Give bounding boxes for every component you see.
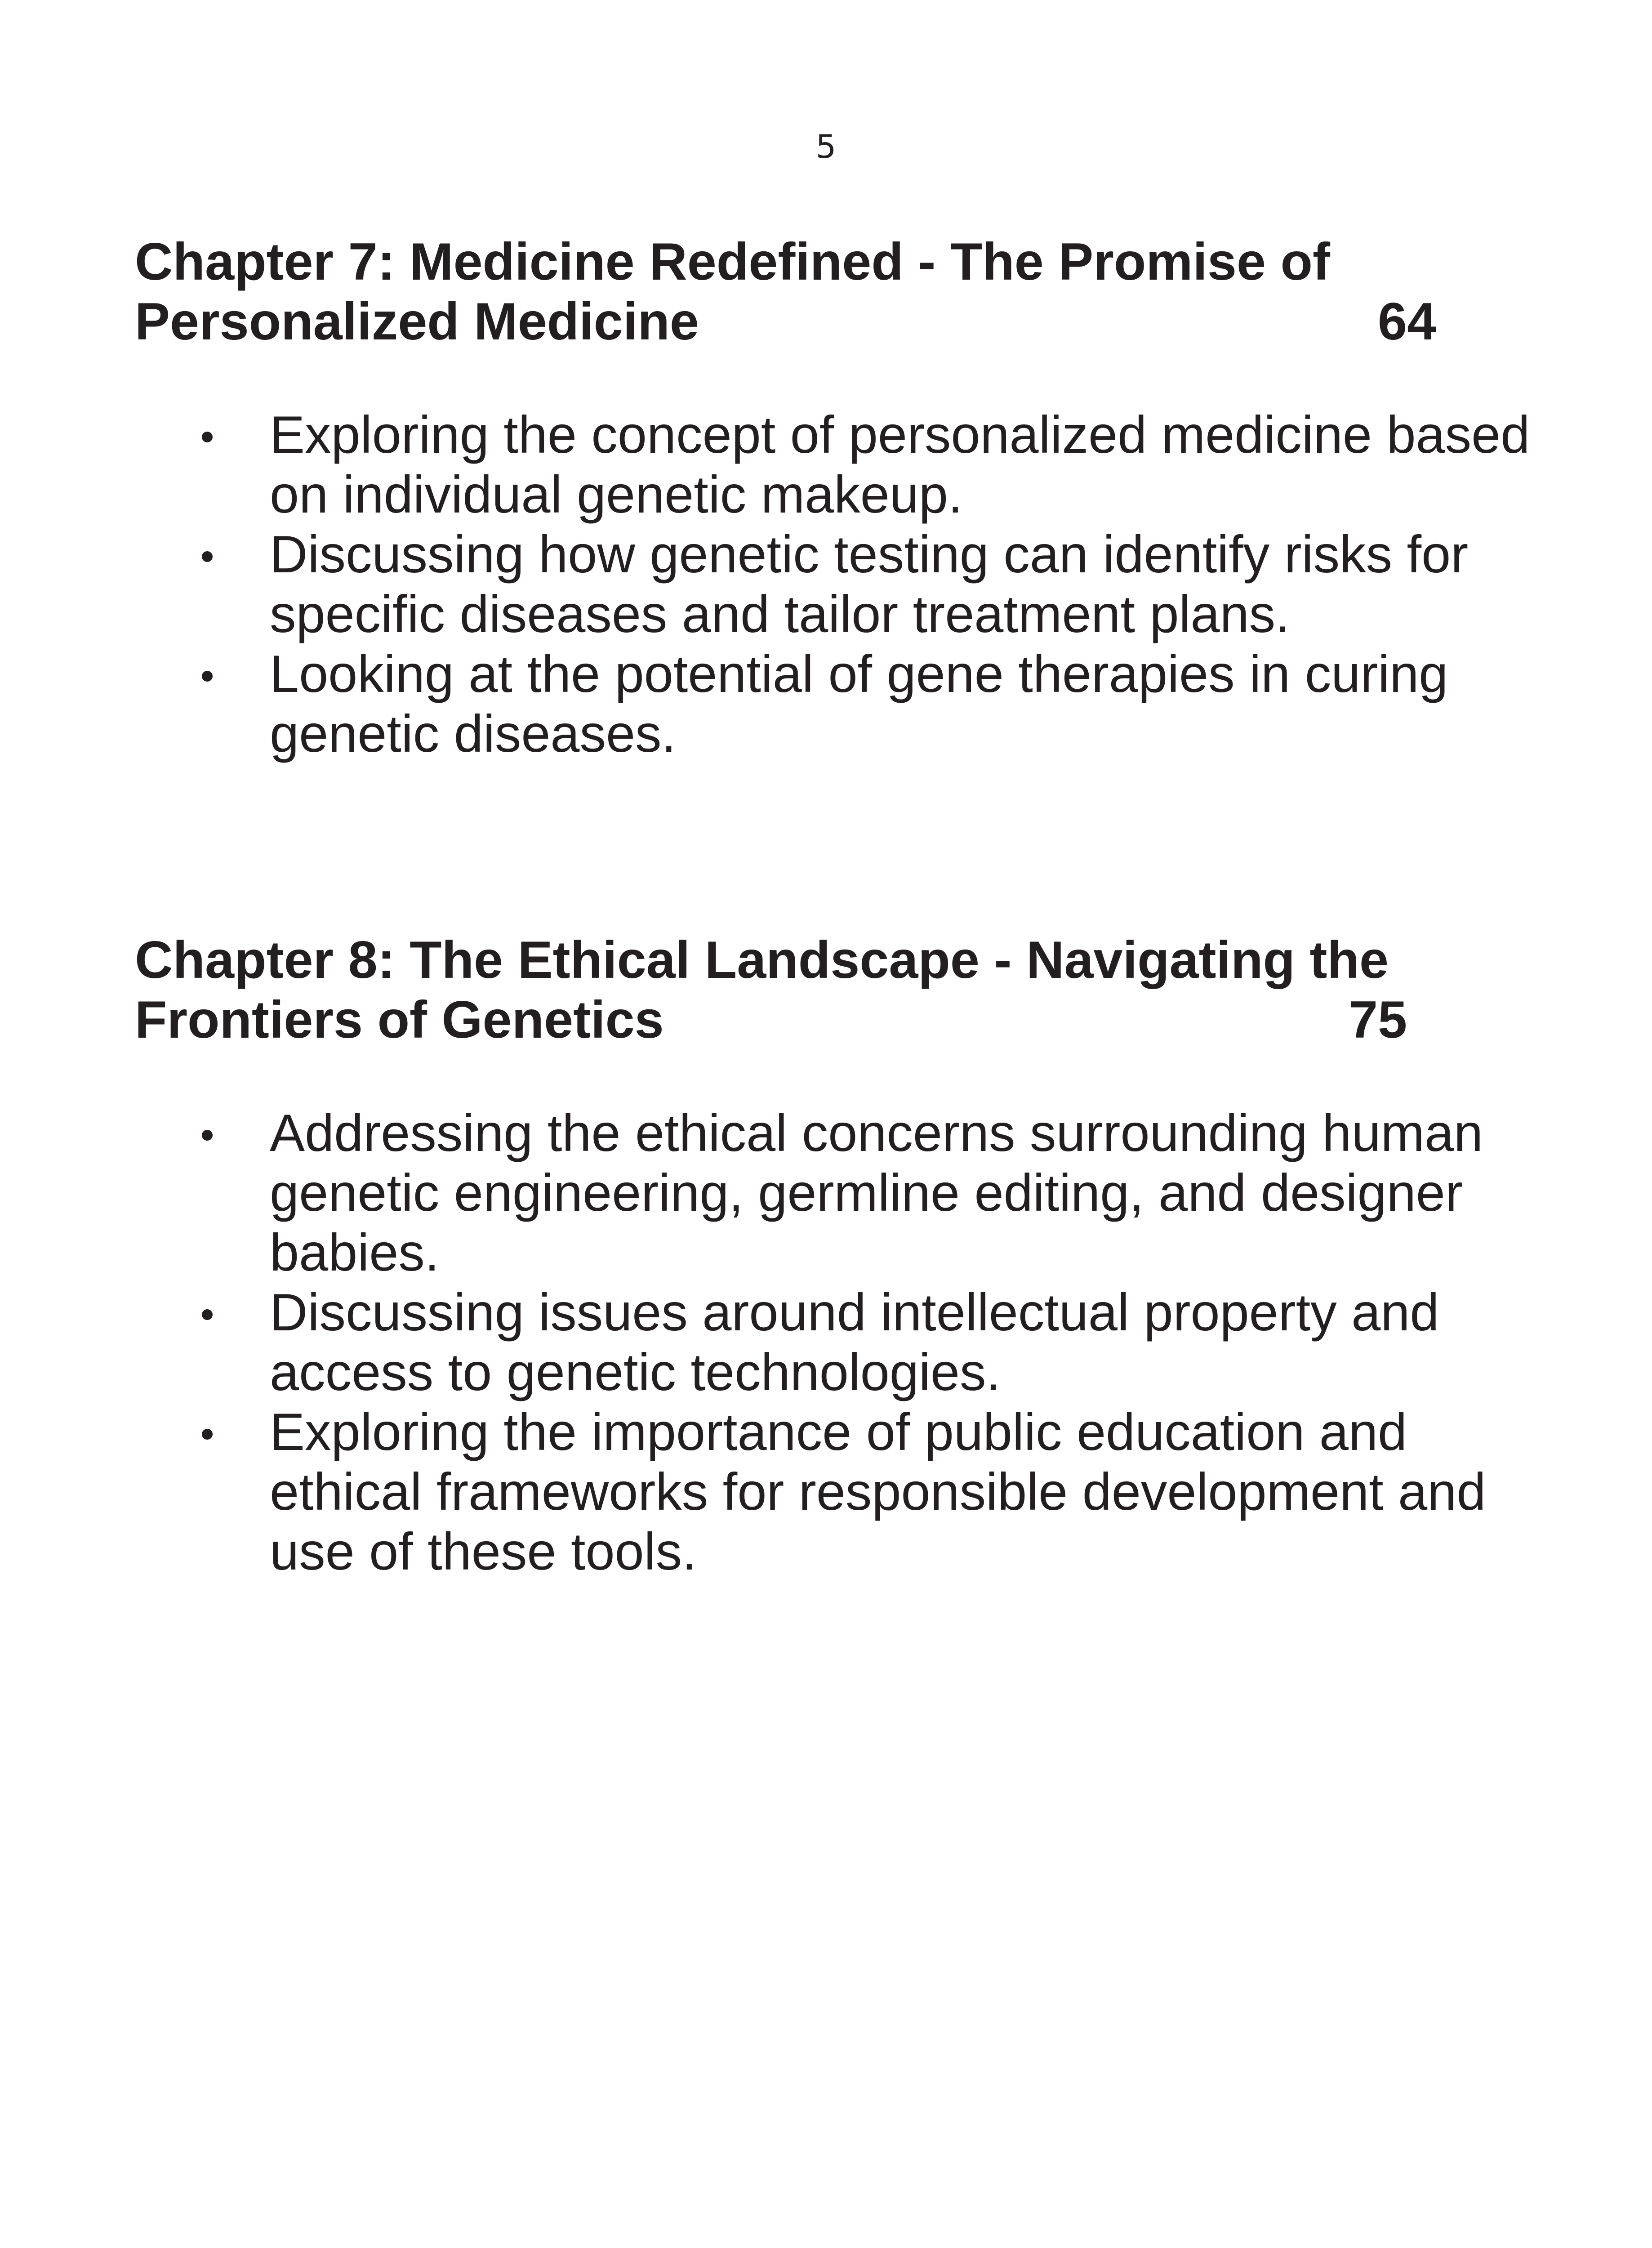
chapter-title-line2: Personalized Medicine	[135, 292, 699, 351]
list-item	[135, 1282, 1537, 1402]
list-item-text: Exploring the concept of personalized medicine based on individual genetic makeup.	[270, 405, 1530, 524]
chapter-title-line2: Frontiers of Genetics	[135, 990, 664, 1049]
bullet-icon	[202, 432, 213, 442]
bullet-icon	[202, 1130, 213, 1141]
list-item-text: Looking at the potential of gene therapies in curing genetic diseases.	[270, 644, 1448, 763]
list-item-text: Exploring the importance of public education and ethical frameworks for responsible development and use of these tools.	[270, 1402, 1486, 1581]
toc-entry-chapter-8	[135, 930, 1528, 1581]
bullet-icon	[202, 1309, 213, 1320]
list-item	[135, 644, 1537, 763]
list-item	[135, 1103, 1537, 1282]
chapter-topics-list	[135, 405, 1528, 763]
bullet-icon	[202, 671, 213, 682]
chapter-topics-list	[135, 1103, 1528, 1581]
list-item	[135, 524, 1537, 644]
list-item-text: Addressing the ethical concerns surrounding human genetic engineering, germline editing, and designer babies.	[270, 1103, 1483, 1282]
list-item-text: Discussing how genetic testing can identify risks for specific diseases and tailor treatment plans.	[270, 525, 1469, 643]
list-item	[135, 405, 1537, 524]
chapter-title	[135, 232, 1528, 351]
chapter-title-line1: Chapter 8: The Ethical Landscape - Navigating the	[135, 930, 1389, 989]
chapter-page-number: 64	[1378, 292, 1437, 351]
chapter-title	[135, 930, 1528, 1049]
page-number: 5	[815, 128, 837, 165]
bullet-icon	[202, 1429, 213, 1440]
list-item-text: Discussing issues around intellectual property and access to genetic technologies.	[270, 1283, 1439, 1401]
list-item	[135, 1402, 1537, 1581]
bullet-icon	[202, 551, 213, 562]
toc-entry-chapter-7	[135, 232, 1530, 763]
chapter-page-number: 75	[1349, 990, 1407, 1049]
chapter-title-line1: Chapter 7: Medicine Redefined - The Promise of	[135, 232, 1330, 291]
